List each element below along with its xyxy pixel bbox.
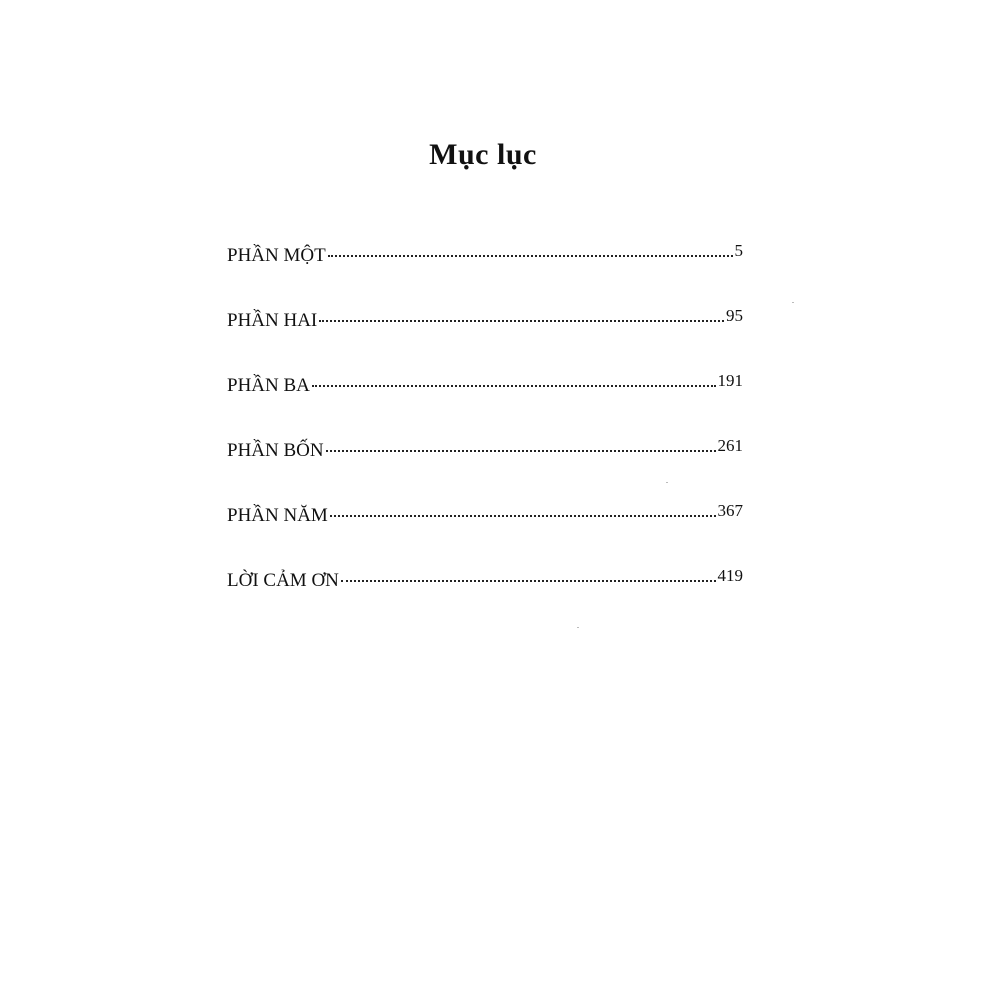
toc-entry-page-number: 419 xyxy=(717,566,743,585)
toc-entry-label: LỜI CẢM ƠN xyxy=(227,570,339,591)
toc-entry-label: PHẦN BA xyxy=(227,375,310,396)
page-title: Mục lục xyxy=(429,138,537,171)
toc-entry-page-number: 5 xyxy=(734,241,743,260)
dot-leader xyxy=(319,320,724,322)
scan-speck xyxy=(666,482,668,483)
toc-entry xyxy=(227,240,743,305)
dot-leader xyxy=(330,515,716,517)
toc-entry-label: PHẦN BỐN xyxy=(227,440,324,461)
toc-entry-label: PHẦN NĂM xyxy=(227,505,328,526)
toc-entry xyxy=(227,435,743,500)
toc-entry-page-number: 191 xyxy=(717,371,743,390)
scan-speck xyxy=(792,302,794,303)
toc-entry-page-number: 367 xyxy=(717,501,743,520)
dot-leader xyxy=(328,255,733,257)
dot-leader xyxy=(312,385,716,387)
toc-entry-page-number: 261 xyxy=(717,436,743,455)
toc-entry-label: PHẦN MỘT xyxy=(227,245,326,266)
toc-entry-label: PHẦN HAI xyxy=(227,310,318,331)
scan-speck xyxy=(577,627,579,628)
toc-entry-page-number: 95 xyxy=(726,306,743,325)
toc-entry xyxy=(227,565,743,630)
dot-leader xyxy=(341,580,716,582)
table-of-contents xyxy=(227,240,743,630)
toc-entry xyxy=(227,370,743,435)
toc-entry xyxy=(227,305,743,370)
dot-leader xyxy=(326,450,716,452)
toc-entry xyxy=(227,500,743,565)
